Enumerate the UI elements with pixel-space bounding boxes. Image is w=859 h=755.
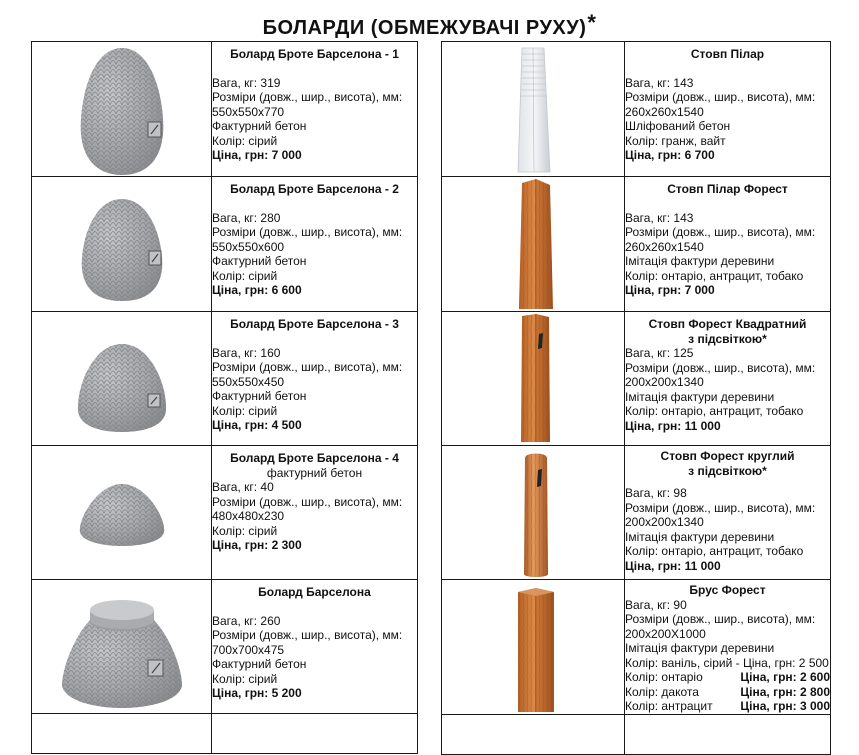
product-material: Імітація фактури деревини — [625, 389, 775, 404]
product-weight: Вага, кг: 125 — [625, 346, 694, 360]
bollards-table — [31, 41, 418, 754]
variant-color: Колір: ваніль, сірий - Ціна, грн: 2 500 — [625, 655, 829, 670]
product-dimensions: 550x550x450 — [212, 374, 285, 389]
wood-pillar-icon — [442, 177, 625, 312]
product-color: Колір: онтаріо, антрацит, тобако — [625, 544, 804, 558]
product-weight: Вага, кг: 260 — [212, 613, 281, 628]
product-dimensions-label: Розміри (довж., шир., висота), мм: — [212, 90, 403, 104]
variant-color: Колір: дакота — [625, 684, 699, 699]
product-variant — [625, 670, 830, 685]
product-price: Ціна, грн: 6 700 — [625, 148, 715, 162]
table-row — [442, 580, 831, 715]
product-name: Стовп Пілар — [690, 47, 765, 61]
product-name: Стовп Форест круглий — [660, 449, 795, 463]
egg-bollard-icon — [32, 177, 212, 312]
product-subtitle: фактурний бетон — [266, 465, 363, 480]
product-card-forest-square — [625, 312, 831, 446]
table-row — [32, 446, 418, 580]
product-material: Фактурний бетон — [212, 657, 307, 671]
table-row — [442, 312, 831, 446]
product-subtitle: з підсвіткою* — [688, 463, 767, 478]
variant-price: Ціна, грн: 3 000 — [740, 699, 830, 713]
round-lamp-post-icon — [442, 446, 625, 580]
product-dimensions-label: Розміри (довж., шир., висота), мм: — [212, 225, 403, 239]
product-color: Колір: сірий — [212, 671, 278, 686]
table-row — [442, 446, 831, 580]
empty-cell — [212, 714, 418, 754]
product-price: Ціна, грн: 11 000 — [625, 418, 721, 433]
product-variant — [625, 699, 830, 714]
product-weight: Вага, кг: 143 — [625, 210, 694, 225]
product-price: Ціна, грн: 2 300 — [212, 538, 302, 552]
product-image-cell — [32, 312, 212, 446]
product-color: Колір: онтаріо, антрацит, тобако — [625, 268, 804, 283]
square-lamp-post-icon — [442, 312, 625, 446]
variant-price: Ціна, грн: 2 600 — [740, 670, 830, 684]
product-dimensions: 200x200x1340 — [625, 515, 704, 529]
product-material: Фактурний бетон — [212, 389, 307, 403]
product-dimensions: 260x260x1540 — [625, 239, 704, 254]
table-row — [32, 42, 418, 177]
product-dimensions-label: Розміри (довж., шир., висота), мм: — [625, 360, 816, 375]
product-material: Імітація фактури деревини — [625, 529, 775, 544]
product-card-pilar — [625, 42, 831, 177]
product-variant — [625, 656, 830, 671]
product-dimensions: 260x260x1540 — [625, 104, 704, 119]
product-name: Болард Броте Барселона - 4 — [230, 451, 399, 465]
product-variant — [625, 685, 830, 700]
product-name: Болард Броте Барселона - 3 — [230, 317, 399, 331]
product-name: Болард Броте Барселона - 2 — [230, 182, 399, 196]
title-asterisk: * — [587, 10, 597, 35]
product-dimensions-label: Розміри (довж., шир., висота), мм: — [625, 612, 816, 626]
product-price: Ціна, грн: 7 000 — [625, 283, 715, 297]
table-row-next — [442, 714, 831, 754]
product-image-cell — [442, 42, 625, 177]
empty-cell — [625, 714, 831, 754]
product-color: Колір: сірий — [212, 403, 278, 418]
product-weight: Вага, кг: 160 — [212, 345, 281, 360]
product-name: Стовп Пілар Форест — [667, 182, 788, 196]
product-weight: Вага, кг: 280 — [212, 210, 281, 225]
product-price: Ціна, грн: 5 200 — [212, 686, 302, 700]
product-price: Ціна, грн: 4 500 — [212, 418, 302, 432]
product-card-barcelona-2 — [212, 177, 418, 312]
product-color: Колір: сірий — [212, 268, 278, 283]
variant-color: Колір: антрацит — [625, 699, 713, 713]
pillars-table — [441, 41, 831, 755]
product-image-cell — [442, 446, 625, 580]
product-dimensions: 200x200x1340 — [625, 375, 704, 389]
table-row — [32, 580, 418, 714]
variant-price: Ціна, грн: 2 800 — [740, 684, 830, 699]
product-card-barcelona-1 — [212, 42, 418, 177]
low-dome-bollard-icon — [32, 446, 212, 580]
product-color: Колір: сірий — [212, 523, 278, 538]
product-color: Колір: гранж, вайт — [625, 133, 726, 148]
product-name: Брус Форест — [689, 583, 766, 597]
product-dimensions-label: Розміри (довж., шир., висота), мм: — [625, 225, 816, 239]
product-dimensions-label: Розміри (довж., шир., висота), мм: — [212, 494, 403, 509]
capped-bollard-icon — [32, 580, 212, 714]
product-material: Фактурний бетон — [212, 119, 307, 133]
product-dimensions: 200x200X1000 — [625, 626, 706, 641]
product-price: Ціна, грн: 6 600 — [212, 283, 302, 297]
product-name: Стовп Форест Квадратний — [648, 317, 807, 331]
product-subtitle: з підсвіткою* — [688, 331, 767, 346]
dome-bollard-icon — [32, 312, 212, 446]
wood-beam-icon — [442, 580, 625, 714]
product-name: Болард Барселона — [258, 585, 371, 599]
product-card-barcelona-4 — [212, 446, 418, 580]
table-row-next — [32, 714, 418, 754]
product-price: Ціна, грн: 7 000 — [212, 148, 302, 162]
product-image-cell — [32, 580, 212, 714]
table-row — [442, 42, 831, 177]
product-weight: Вага, кг: 98 — [625, 486, 687, 500]
product-image-cell — [442, 177, 625, 312]
table-row — [442, 177, 831, 312]
product-dimensions: 480x480x230 — [212, 509, 285, 523]
egg-bollard-icon — [32, 42, 212, 177]
empty-cell — [32, 714, 212, 754]
empty-cell — [442, 714, 625, 754]
product-color: Колір: сірий — [212, 133, 278, 148]
product-dimensions-label: Розміри (довж., шир., висота), мм: — [625, 500, 816, 515]
product-dimensions-label: Розміри (довж., шир., висота), мм: — [625, 90, 816, 104]
product-material: Фактурний бетон — [212, 254, 307, 268]
product-dimensions: 550x550x600 — [212, 239, 285, 254]
product-dimensions: 700x700x475 — [212, 642, 285, 657]
product-name: Болард Броте Барселона - 1 — [230, 47, 399, 61]
product-image-cell — [32, 446, 212, 580]
product-image-cell — [32, 177, 212, 312]
product-dimensions-label: Розміри (довж., шир., висота), мм: — [212, 360, 403, 374]
product-image-cell — [442, 580, 625, 715]
product-price: Ціна, грн: 11 000 — [625, 558, 721, 573]
product-weight: Вага, кг: 90 — [625, 597, 687, 612]
product-card-forest-round — [625, 446, 831, 580]
product-material: Імітація фактури деревини — [625, 641, 775, 655]
product-image-cell — [32, 42, 212, 177]
product-card-barcelona-3 — [212, 312, 418, 446]
product-color: Колір: онтаріо, антрацит, тобако — [625, 404, 804, 418]
product-card-barcelona — [212, 580, 418, 714]
product-material: Шліфований бетон — [625, 119, 731, 133]
white-pillar-icon — [442, 42, 625, 177]
product-dimensions-label: Розміри (довж., шир., висота), мм: — [212, 628, 403, 642]
product-card-pilar-forest — [625, 177, 831, 312]
product-dimensions: 550x550x770 — [212, 104, 285, 119]
product-weight: Вага, кг: 40 — [212, 480, 274, 494]
table-row — [32, 312, 418, 446]
variant-color: Колір: онтаріо — [625, 670, 703, 684]
page-title: БОЛАРДИ (ОБМЕЖУВАЧІ РУХУ)* — [262, 10, 597, 39]
product-image-cell — [442, 312, 625, 446]
product-weight: Вага, кг: 319 — [212, 75, 281, 90]
product-card-brus-forest — [625, 580, 831, 715]
product-material: Імітація фактури деревини — [625, 254, 775, 268]
product-weight: Вага, кг: 143 — [625, 75, 694, 90]
table-row — [32, 177, 418, 312]
